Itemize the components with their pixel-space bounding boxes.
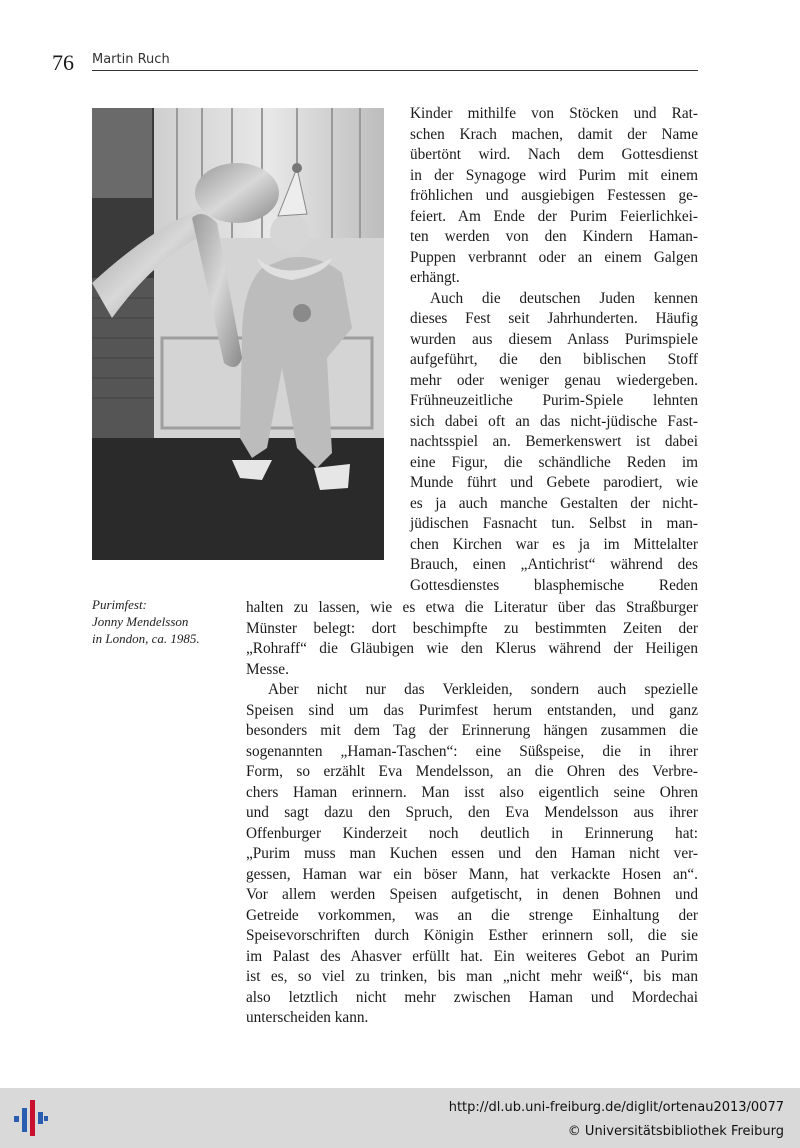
caption-line: in London, ca. 1985. [92,631,200,646]
body-line: chen Kirchen war es ja im Mittelalter [410,536,698,553]
body-line: halten zu lassen, wie es etwa die Literatur über das Straßburger [246,599,698,616]
body-line: nachtsspiel an. Bemerkenswert ist dabei [410,433,698,450]
body-line: gessen, Haman war ein böser Mann, hat verkackte Hosen an“. [246,866,698,883]
body-line: Gottesdienstes blasphemische Reden [410,577,698,594]
body-line: Vor allem werden Speisen aufgetischt, in denen Bohnen und [246,886,698,903]
library-logo-icon [10,1098,50,1138]
body-line: ten werden von den Kindern Haman- [410,228,698,245]
body-line: Brauch, einen „Antichrist“ während des [410,556,698,573]
body-line: Speisevorschriften durch Königin Esther erinnern soll, die sie [246,927,698,944]
body-line: es ja auch manche Gestalten der nicht- [410,495,698,512]
body-line: schen Krach machen, damit der Name [410,126,698,143]
source-url-link[interactable]: http://dl.ub.uni-freiburg.de/diglit/ortenau2013/0077 [448,1100,784,1115]
body-line: Puppen verbrannt oder an einem Galgen [410,249,698,266]
body-line: eine Figur, die schändliche Reden im [410,454,698,471]
page-header [52,46,698,75]
copyright-text: © Universitätsbibliothek Freiburg [567,1124,784,1139]
body-line: fröhlichen und ausgiebigen Festessen ge- [410,187,698,204]
body-line: Munde führt und Gebete parodiert, wie [410,474,698,491]
body-line: „Rohraff“ die Gläubigen wie den Klerus während der Heiligen [246,640,698,657]
body-line: übertönt wird. Nach dem Gottesdienst [410,146,698,163]
body-line: mehr oder weniger genau wiedergeben. [410,372,698,389]
body-line: feiert. Am Ende der Purim Feierlichkei- [410,208,698,225]
body-line: unterscheiden kann. [246,1009,369,1026]
body-line: Frühneuzeitliche Purim-Spiele lehnten [410,392,698,409]
body-line: Münster belegt: dort beschimpfte zu bestimmten Zeiten der [246,620,698,637]
body-line: ist es, so viel zu trinken, bis man „nicht mehr weiß“, bis man [246,968,698,985]
body-line: wurden aus diesem Anlass Purimspiele [410,331,698,348]
footer-bar [0,1088,800,1148]
body-line: und sagt dazu den Spruch, den Eva Mendelsson aus ihrer [246,804,698,821]
page-number: 76 [52,50,74,75]
body-line: erhängt. [410,269,460,286]
body-line: jüdischen Fasnacht tun. Selbst in man- [410,515,698,532]
body-line: im Palast des Ahasver erfüllt hat. Ein weiteres Gebot an Purim [246,948,698,965]
body-line: Speisen sind um das Purimfest herum entstanden, und ganz [246,702,698,719]
body-line: Auch die deutschen Juden kennen [430,290,698,307]
photo-clown-child [92,108,384,560]
body-line: „Purim muss man Kuchen essen und den Haman nicht ver- [246,845,698,862]
running-head: Martin Ruch [92,52,170,67]
header-rule [92,70,698,71]
body-line: also letztlich nicht mehr zwischen Haman und Mordechai [246,989,698,1006]
body-line: sogenannten „Haman-Taschen“: eine Süßspeise, die in ihrer [246,743,698,760]
body-line: aufgeführt, die den biblischen Stoff [410,351,698,368]
body-line: dieses Fest seit Jahrhunderten. Häufig [410,310,698,327]
caption-line: Jonny Mendelsson [92,614,189,629]
body-line: chers Haman erinnern. Man isst also eigentlich seine Ohren [246,784,698,801]
body-line: Offenburger Kinderzeit noch deutlich in Erinnerung hat: [246,825,698,842]
body-line: sich dabei oft an das nicht-jüdische Fast- [410,413,698,430]
body-line: in der Synagoge wird Purim mit einem [410,167,698,184]
body-line: Kinder mithilfe von Stöcken und Rat- [410,105,698,122]
caption-line: Purimfest: [92,597,147,612]
body-line: besonders mit dem Tag der Erinnerung hängen zusammen die [246,722,698,739]
photo-caption [92,596,242,647]
body-line: Getreide vorkommen, was an die strenge Einhaltung der [246,907,698,924]
body-line: Aber nicht nur das Verkleiden, sondern auch spezielle [268,681,698,698]
photo-illustration [92,108,384,560]
body-line: Messe. [246,661,289,678]
body-line: Form, so erzählt Eva Mendelsson, an die Ohren des Verbre- [246,763,698,780]
